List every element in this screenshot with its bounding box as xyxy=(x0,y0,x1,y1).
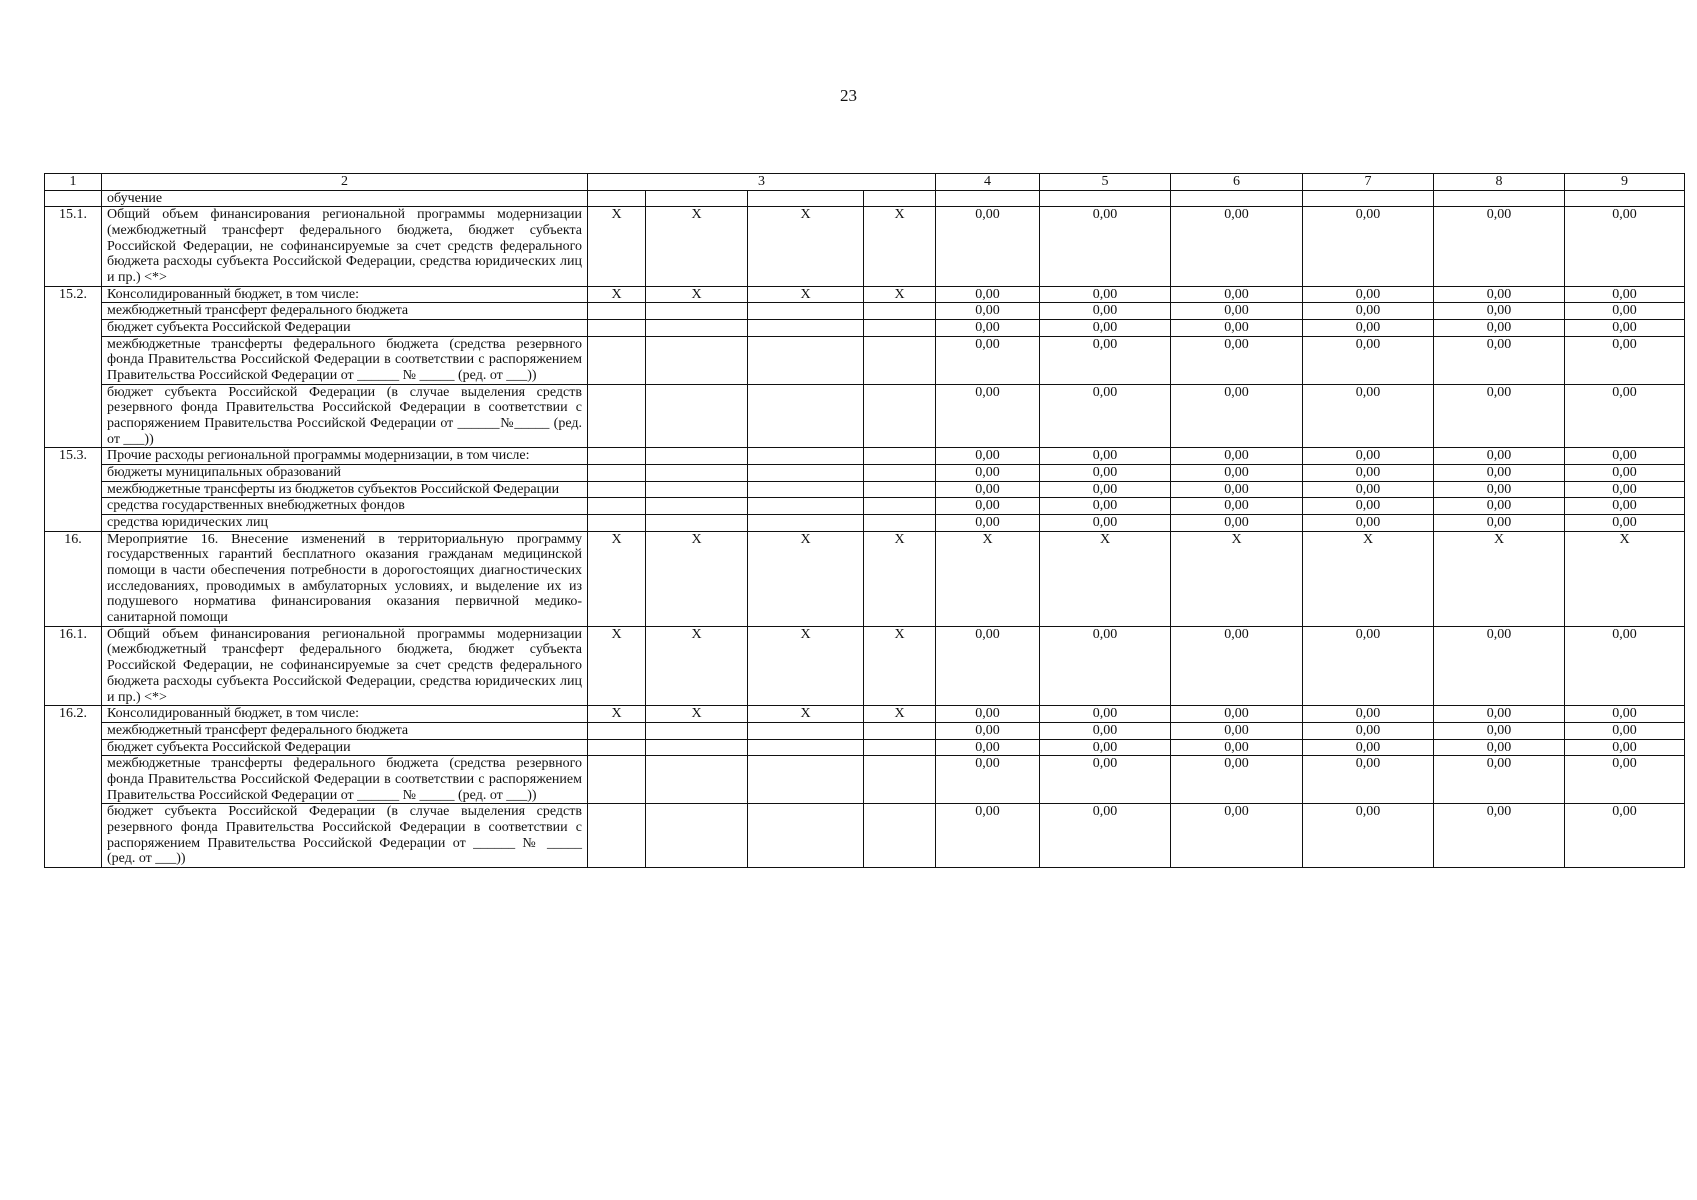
value-cell: 0,00 xyxy=(1565,515,1685,532)
col3-cell xyxy=(748,465,864,482)
value-cell: X xyxy=(936,531,1040,626)
col3-cell xyxy=(864,739,936,756)
col3-cell xyxy=(588,739,646,756)
col3-cell: X xyxy=(588,207,646,286)
value-cell xyxy=(1171,190,1303,207)
table-row xyxy=(45,804,1685,868)
col3-cell xyxy=(748,481,864,498)
col3-cell: X xyxy=(864,531,936,626)
col3-cell xyxy=(748,756,864,804)
value-cell: 0,00 xyxy=(1171,465,1303,482)
value-cell: 0,00 xyxy=(936,515,1040,532)
table-row xyxy=(45,303,1685,320)
row-number: 15.2. xyxy=(45,286,102,448)
value-cell: 0,00 xyxy=(1565,804,1685,868)
value-cell: 0,00 xyxy=(1565,722,1685,739)
value-cell: 0,00 xyxy=(1040,303,1171,320)
value-cell: 0,00 xyxy=(1434,320,1565,337)
col3-cell xyxy=(748,739,864,756)
value-cell: 0,00 xyxy=(1303,739,1434,756)
value-cell: 0,00 xyxy=(1434,481,1565,498)
value-cell: 0,00 xyxy=(1565,448,1685,465)
page-number: 23 xyxy=(840,86,857,105)
col3-cell xyxy=(588,515,646,532)
table-row xyxy=(45,190,1685,207)
value-cell: 0,00 xyxy=(1434,756,1565,804)
value-cell: 0,00 xyxy=(1434,804,1565,868)
value-cell: 0,00 xyxy=(936,384,1040,448)
value-cell: 0,00 xyxy=(936,498,1040,515)
table-row xyxy=(45,465,1685,482)
col3-cell xyxy=(646,756,748,804)
row-label: бюджеты муниципальных образований xyxy=(102,465,588,482)
col3-cell: X xyxy=(646,207,748,286)
col3-cell xyxy=(646,465,748,482)
col3-cell: X xyxy=(748,207,864,286)
value-cell: 0,00 xyxy=(1303,320,1434,337)
row-label: Консолидированный бюджет, в том числе: xyxy=(102,706,588,723)
value-cell: 0,00 xyxy=(1565,384,1685,448)
row-number: 15.1. xyxy=(45,207,102,286)
col3-cell: X xyxy=(864,286,936,303)
value-cell: 0,00 xyxy=(1565,207,1685,286)
table-body xyxy=(45,174,1685,868)
value-cell: 0,00 xyxy=(1565,739,1685,756)
value-cell: 0,00 xyxy=(1303,303,1434,320)
col3-cell xyxy=(588,190,646,207)
row-label: межбюджетные трансферты из бюджетов субъектов Российской Федерации xyxy=(102,481,588,498)
value-cell: 0,00 xyxy=(1040,384,1171,448)
col3-cell xyxy=(748,498,864,515)
value-cell: 0,00 xyxy=(1565,320,1685,337)
col3-cell xyxy=(646,303,748,320)
col3-cell xyxy=(864,722,936,739)
value-cell: X xyxy=(1303,531,1434,626)
col3-cell xyxy=(646,320,748,337)
header-col-5: 5 xyxy=(1040,174,1171,191)
value-cell: 0,00 xyxy=(1565,626,1685,705)
col3-cell: X xyxy=(588,286,646,303)
table-row xyxy=(45,384,1685,448)
row-label: средства юридических лиц xyxy=(102,515,588,532)
col3-cell xyxy=(588,498,646,515)
value-cell: 0,00 xyxy=(1040,320,1171,337)
value-cell: 0,00 xyxy=(1303,481,1434,498)
value-cell: 0,00 xyxy=(1040,286,1171,303)
value-cell: 0,00 xyxy=(1303,207,1434,286)
table-row xyxy=(45,706,1685,723)
row-label: обучение xyxy=(102,190,588,207)
col3-cell xyxy=(646,515,748,532)
value-cell xyxy=(1565,190,1685,207)
row-label: Общий объем финансирования региональной программы модернизации (межбюджетный трансферт федерального бюджета, бюджет субъекта Российской Федерации, не софинансируемые за счет средств федерального бюджета расходы субъекта Российской Федерации, средства юридических лиц и пр.) <*> xyxy=(102,626,588,705)
value-cell: 0,00 xyxy=(936,481,1040,498)
col3-cell xyxy=(748,190,864,207)
header-col-1: 1 xyxy=(45,174,102,191)
value-cell: 0,00 xyxy=(1565,706,1685,723)
header-col-9: 9 xyxy=(1565,174,1685,191)
value-cell: X xyxy=(1434,531,1565,626)
col3-cell xyxy=(748,384,864,448)
col3-cell: X xyxy=(864,706,936,723)
value-cell: 0,00 xyxy=(1171,320,1303,337)
col3-cell xyxy=(864,448,936,465)
col3-cell: X xyxy=(588,706,646,723)
value-cell: 0,00 xyxy=(1303,706,1434,723)
value-cell: 0,00 xyxy=(1434,465,1565,482)
value-cell: 0,00 xyxy=(936,207,1040,286)
col3-cell xyxy=(646,481,748,498)
value-cell: 0,00 xyxy=(936,303,1040,320)
value-cell: 0,00 xyxy=(1565,465,1685,482)
value-cell: 0,00 xyxy=(1040,207,1171,286)
col3-cell xyxy=(864,804,936,868)
value-cell: 0,00 xyxy=(1565,286,1685,303)
value-cell: 0,00 xyxy=(1171,739,1303,756)
value-cell: 0,00 xyxy=(936,756,1040,804)
col3-cell xyxy=(864,481,936,498)
value-cell: 0,00 xyxy=(1434,515,1565,532)
value-cell: 0,00 xyxy=(1171,286,1303,303)
table-row xyxy=(45,207,1685,286)
row-label: Мероприятие 16. Внесение изменений в территориальную программу государственных гарантий бесплатного оказания гражданам медицинской помощи в части обеспечения потребности в дорогостоящих диагностических исследованиях, проводимых в амбулаторных условиях, и выделение их из подушевого норматива финансирования оказания первичной медико-санитарной помощи xyxy=(102,531,588,626)
value-cell: 0,00 xyxy=(1040,722,1171,739)
value-cell: 0,00 xyxy=(1565,303,1685,320)
row-label: бюджет субъекта Российской Федерации xyxy=(102,739,588,756)
table-row xyxy=(45,481,1685,498)
table-header-row xyxy=(45,174,1685,191)
col3-cell xyxy=(864,384,936,448)
value-cell: 0,00 xyxy=(1303,756,1434,804)
value-cell: 0,00 xyxy=(1565,336,1685,384)
col3-cell: X xyxy=(588,531,646,626)
col3-cell: X xyxy=(864,207,936,286)
value-cell: 0,00 xyxy=(1040,336,1171,384)
col3-cell xyxy=(588,756,646,804)
row-label: Консолидированный бюджет, в том числе: xyxy=(102,286,588,303)
value-cell: 0,00 xyxy=(1040,498,1171,515)
value-cell: 0,00 xyxy=(1303,448,1434,465)
table-row xyxy=(45,722,1685,739)
col3-cell: X xyxy=(748,286,864,303)
col3-cell: X xyxy=(646,531,748,626)
value-cell: 0,00 xyxy=(1040,756,1171,804)
value-cell: 0,00 xyxy=(1434,722,1565,739)
value-cell: 0,00 xyxy=(1434,739,1565,756)
col3-cell xyxy=(646,739,748,756)
col3-cell xyxy=(748,336,864,384)
header-col-3: 3 xyxy=(588,174,936,191)
header-col-8: 8 xyxy=(1434,174,1565,191)
value-cell: 0,00 xyxy=(1171,515,1303,532)
value-cell: 0,00 xyxy=(936,739,1040,756)
value-cell xyxy=(1040,190,1171,207)
col3-cell: X xyxy=(646,626,748,705)
value-cell xyxy=(1434,190,1565,207)
value-cell: 0,00 xyxy=(936,448,1040,465)
value-cell: 0,00 xyxy=(1303,626,1434,705)
col3-cell xyxy=(588,303,646,320)
col3-cell xyxy=(588,722,646,739)
col3-cell xyxy=(646,722,748,739)
header-col-7: 7 xyxy=(1303,174,1434,191)
value-cell: 0,00 xyxy=(1303,336,1434,384)
value-cell: 0,00 xyxy=(1303,804,1434,868)
col3-cell xyxy=(646,190,748,207)
value-cell: 0,00 xyxy=(1171,626,1303,705)
col3-cell xyxy=(588,384,646,448)
value-cell: 0,00 xyxy=(1303,515,1434,532)
col3-cell xyxy=(864,465,936,482)
col3-cell xyxy=(748,722,864,739)
value-cell: 0,00 xyxy=(1171,481,1303,498)
value-cell: 0,00 xyxy=(1434,498,1565,515)
row-number: 15.3. xyxy=(45,448,102,531)
col3-cell xyxy=(864,303,936,320)
col3-cell xyxy=(864,320,936,337)
col3-cell xyxy=(588,481,646,498)
col3-cell: X xyxy=(646,706,748,723)
value-cell: X xyxy=(1040,531,1171,626)
value-cell xyxy=(1303,190,1434,207)
col3-cell xyxy=(864,336,936,384)
table-row xyxy=(45,515,1685,532)
col3-cell xyxy=(646,498,748,515)
value-cell: 0,00 xyxy=(1171,804,1303,868)
table-row xyxy=(45,320,1685,337)
col3-cell xyxy=(864,756,936,804)
col3-cell: X xyxy=(864,626,936,705)
row-label: межбюджетные трансферты федерального бюджета (средства резервного фонда Правительства Российской Федерации в соответствии с распоряжением Правительства Российской Федерации от ______ № _____ (ред. от ___)) xyxy=(102,756,588,804)
row-label: Общий объем финансирования региональной программы модернизации (межбюджетный трансферт федерального бюджета, бюджет субъекта Российской Федерации, не софинансируемые за счет средств федерального бюджета расходы субъекта Российской Федерации, средства юридических лиц и пр.) <*> xyxy=(102,207,588,286)
row-label: Прочие расходы региональной программы модернизации, в том числе: xyxy=(102,448,588,465)
value-cell: 0,00 xyxy=(1565,498,1685,515)
value-cell: 0,00 xyxy=(1303,722,1434,739)
value-cell: 0,00 xyxy=(1040,739,1171,756)
col3-cell xyxy=(748,303,864,320)
value-cell: 0,00 xyxy=(1303,286,1434,303)
col3-cell xyxy=(748,804,864,868)
value-cell: 0,00 xyxy=(936,320,1040,337)
col3-cell xyxy=(864,190,936,207)
value-cell: 0,00 xyxy=(1303,465,1434,482)
table-row xyxy=(45,626,1685,705)
value-cell: 0,00 xyxy=(1171,722,1303,739)
col3-cell xyxy=(588,804,646,868)
value-cell: 0,00 xyxy=(1040,626,1171,705)
row-label: бюджет субъекта Российской Федерации (в случае выделения средств резервного фонда Правительства Российской Федерации в соответствии с распоряжением Правительства Российской Федерации от ______№_____ (ред. от ___)) xyxy=(102,384,588,448)
row-label: бюджет субъекта Российской Федерации xyxy=(102,320,588,337)
value-cell: 0,00 xyxy=(936,804,1040,868)
value-cell: 0,00 xyxy=(1434,286,1565,303)
row-label: средства государственных внебюджетных фондов xyxy=(102,498,588,515)
table-row xyxy=(45,739,1685,756)
value-cell: 0,00 xyxy=(1040,448,1171,465)
col3-cell xyxy=(748,320,864,337)
value-cell: 0,00 xyxy=(1171,498,1303,515)
row-number: 16.2. xyxy=(45,706,102,868)
col3-cell xyxy=(646,804,748,868)
col3-cell xyxy=(588,336,646,384)
table-row xyxy=(45,531,1685,626)
col3-cell xyxy=(864,498,936,515)
value-cell: 0,00 xyxy=(1171,336,1303,384)
financing-table xyxy=(44,173,1685,868)
col3-cell xyxy=(748,448,864,465)
value-cell: 0,00 xyxy=(1171,303,1303,320)
col3-cell: X xyxy=(748,531,864,626)
value-cell: 0,00 xyxy=(1565,481,1685,498)
col3-cell xyxy=(748,515,864,532)
value-cell: 0,00 xyxy=(936,336,1040,384)
value-cell: 0,00 xyxy=(1040,515,1171,532)
col3-cell xyxy=(646,336,748,384)
row-label: межбюджетный трансферт федерального бюджета xyxy=(102,722,588,739)
table-row xyxy=(45,286,1685,303)
row-number xyxy=(45,190,102,207)
col3-cell: X xyxy=(748,706,864,723)
col3-cell: X xyxy=(646,286,748,303)
value-cell: 0,00 xyxy=(1171,384,1303,448)
value-cell: 0,00 xyxy=(1434,303,1565,320)
value-cell: 0,00 xyxy=(1434,336,1565,384)
value-cell: X xyxy=(1565,531,1685,626)
value-cell: 0,00 xyxy=(936,626,1040,705)
value-cell: 0,00 xyxy=(1434,706,1565,723)
value-cell: 0,00 xyxy=(1040,465,1171,482)
row-label: межбюджетный трансферт федерального бюджета xyxy=(102,303,588,320)
value-cell: 0,00 xyxy=(1434,384,1565,448)
row-label: межбюджетные трансферты федерального бюджета (средства резервного фонда Правительства Российской Федерации в соответствии с распоряжением Правительства Российской Федерации от ______ № _____ (ред. от ___)) xyxy=(102,336,588,384)
value-cell: 0,00 xyxy=(1434,448,1565,465)
value-cell: 0,00 xyxy=(1171,706,1303,723)
value-cell: 0,00 xyxy=(1040,706,1171,723)
row-label: бюджет субъекта Российской Федерации (в случае выделения средств резервного фонда Правительства Российской Федерации в соответствии с распоряжением Правительства Российской Федерации от ______ № _____ (ред. от ___)) xyxy=(102,804,588,868)
col3-cell: X xyxy=(588,626,646,705)
col3-cell xyxy=(588,320,646,337)
header-col-2: 2 xyxy=(102,174,588,191)
row-number: 16. xyxy=(45,531,102,626)
table-row xyxy=(45,448,1685,465)
table-row xyxy=(45,336,1685,384)
value-cell: 0,00 xyxy=(1040,804,1171,868)
value-cell: X xyxy=(1171,531,1303,626)
header-col-4: 4 xyxy=(936,174,1040,191)
header-col-6: 6 xyxy=(1171,174,1303,191)
col3-cell xyxy=(864,515,936,532)
value-cell: 0,00 xyxy=(1434,207,1565,286)
value-cell: 0,00 xyxy=(936,722,1040,739)
value-cell: 0,00 xyxy=(1303,384,1434,448)
value-cell: 0,00 xyxy=(1171,756,1303,804)
table-row xyxy=(45,756,1685,804)
value-cell: 0,00 xyxy=(1303,498,1434,515)
value-cell: 0,00 xyxy=(936,706,1040,723)
col3-cell xyxy=(646,384,748,448)
value-cell: 0,00 xyxy=(1434,626,1565,705)
value-cell: 0,00 xyxy=(1171,207,1303,286)
col3-cell xyxy=(588,448,646,465)
value-cell: 0,00 xyxy=(936,286,1040,303)
value-cell: 0,00 xyxy=(936,465,1040,482)
value-cell: 0,00 xyxy=(1171,448,1303,465)
value-cell: 0,00 xyxy=(1565,756,1685,804)
row-number: 16.1. xyxy=(45,626,102,705)
value-cell xyxy=(936,190,1040,207)
col3-cell: X xyxy=(748,626,864,705)
value-cell: 0,00 xyxy=(1040,481,1171,498)
col3-cell xyxy=(588,465,646,482)
table-row xyxy=(45,498,1685,515)
col3-cell xyxy=(646,448,748,465)
